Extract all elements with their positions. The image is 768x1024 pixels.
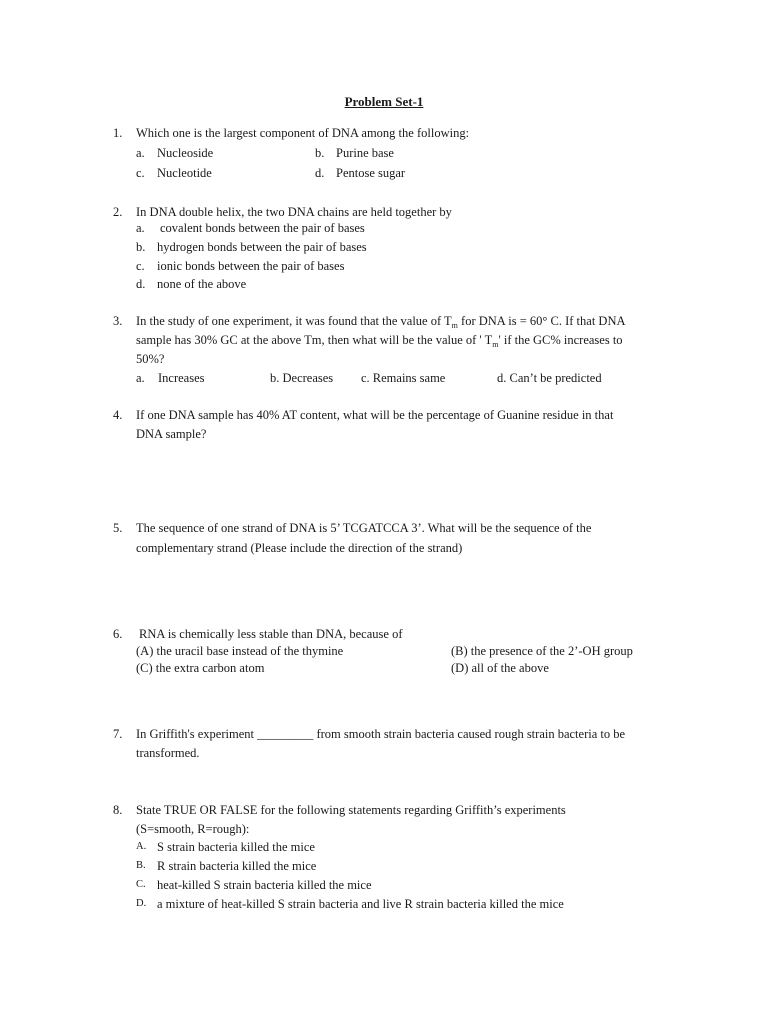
- option-text: a mixture of heat-killed S strain bacteria and live R strain bacteria killed the mice: [157, 897, 564, 911]
- option-text: d. Can’t be predicted: [497, 371, 602, 385]
- question-number: 7.: [113, 727, 123, 741]
- option-text: ionic bonds between the pair of bases: [157, 259, 345, 273]
- question-text-line-2: DNA sample?: [136, 427, 207, 441]
- option-label: B.: [136, 860, 146, 871]
- option-label: C.: [136, 879, 146, 890]
- question-number: 5.: [113, 521, 123, 535]
- text-segment: sample has 30% GC at the above Tm, then what will be the value of ' T: [136, 333, 493, 347]
- option-text: none of the above: [157, 277, 247, 291]
- option-label: D.: [136, 898, 147, 909]
- option-label: d.: [315, 166, 325, 180]
- option-text: covalent bonds between the pair of bases: [160, 221, 365, 235]
- option-label: c.: [136, 166, 145, 180]
- question-number: 3.: [113, 314, 123, 328]
- question-text-line-1: In Griffith's experiment _________ from smooth strain bacteria caused rough strain bacteria to be: [136, 727, 626, 741]
- option-text: Purine base: [336, 146, 394, 160]
- question-text-line-2: (S=smooth, R=rough):: [136, 822, 250, 836]
- question-number: 2.: [113, 205, 123, 219]
- question-text-line-3: 50%?: [136, 352, 165, 366]
- question-text-line-1: [136, 315, 626, 328]
- option-text: hydrogen bonds between the pair of bases: [157, 240, 367, 254]
- option-label: c.: [136, 259, 145, 273]
- option-text: S strain bacteria killed the mice: [157, 840, 315, 854]
- question-number: 6.: [113, 627, 123, 641]
- option-text: heat-killed S strain bacteria killed the mice: [157, 878, 372, 892]
- option-label: b.: [136, 240, 146, 254]
- page-title: Problem Set-1: [344, 94, 424, 109]
- option-text: Nucleotide: [157, 166, 212, 180]
- question-text: Which one is the largest component of DNA among the following:: [136, 126, 470, 140]
- option-text: Pentose sugar: [336, 166, 406, 180]
- text-segment: for DNA is = 60° C. If that DNA: [457, 314, 626, 328]
- question-text: In DNA double helix, the two DNA chains are held together by: [136, 205, 452, 219]
- text-segment: In the study of one experiment, it was found that the value of T: [136, 314, 452, 328]
- option-text: (B) the presence of the 2’-OH group: [451, 644, 633, 658]
- question-text-line-1: If one DNA sample has 40% AT content, what will be the percentage of Guanine residue in that: [136, 408, 614, 422]
- option-label: A.: [136, 841, 147, 852]
- subscript: m: [492, 340, 499, 349]
- question-text-line-2: transformed.: [136, 746, 200, 760]
- option-label: b.: [315, 146, 325, 160]
- question-text-line-1: State TRUE OR FALSE for the following statements regarding Griffith’s experiments: [136, 803, 566, 817]
- question-text: RNA is chemically less stable than DNA, because of: [139, 627, 403, 641]
- option-label: a.: [136, 221, 145, 235]
- question-text-line-2: [136, 334, 623, 347]
- question-number: 8.: [113, 803, 123, 817]
- option-label: a.: [136, 371, 145, 385]
- option-text: Increases: [158, 371, 205, 385]
- question-text-line-1: The sequence of one strand of DNA is 5’ TCGATCCA 3’. What will be the sequence of the: [136, 521, 592, 535]
- option-text: (C) the extra carbon atom: [136, 661, 265, 675]
- option-text: R strain bacteria killed the mice: [157, 859, 317, 873]
- option-text: Nucleoside: [157, 146, 214, 160]
- option-label: a.: [136, 146, 145, 160]
- question-number: 1.: [113, 126, 123, 140]
- subscript: m: [451, 321, 458, 330]
- question-number: 4.: [113, 408, 123, 422]
- option-text: (A) the uracil base instead of the thymine: [136, 644, 344, 658]
- text-segment: ' if the GC% increases to: [498, 333, 623, 347]
- option-text: b. Decreases: [270, 371, 334, 385]
- option-text: c. Remains same: [361, 371, 446, 385]
- option-text: (D) all of the above: [451, 661, 549, 675]
- question-text-line-2: complementary strand (Please include the direction of the strand): [136, 541, 463, 555]
- option-label: d.: [136, 277, 146, 291]
